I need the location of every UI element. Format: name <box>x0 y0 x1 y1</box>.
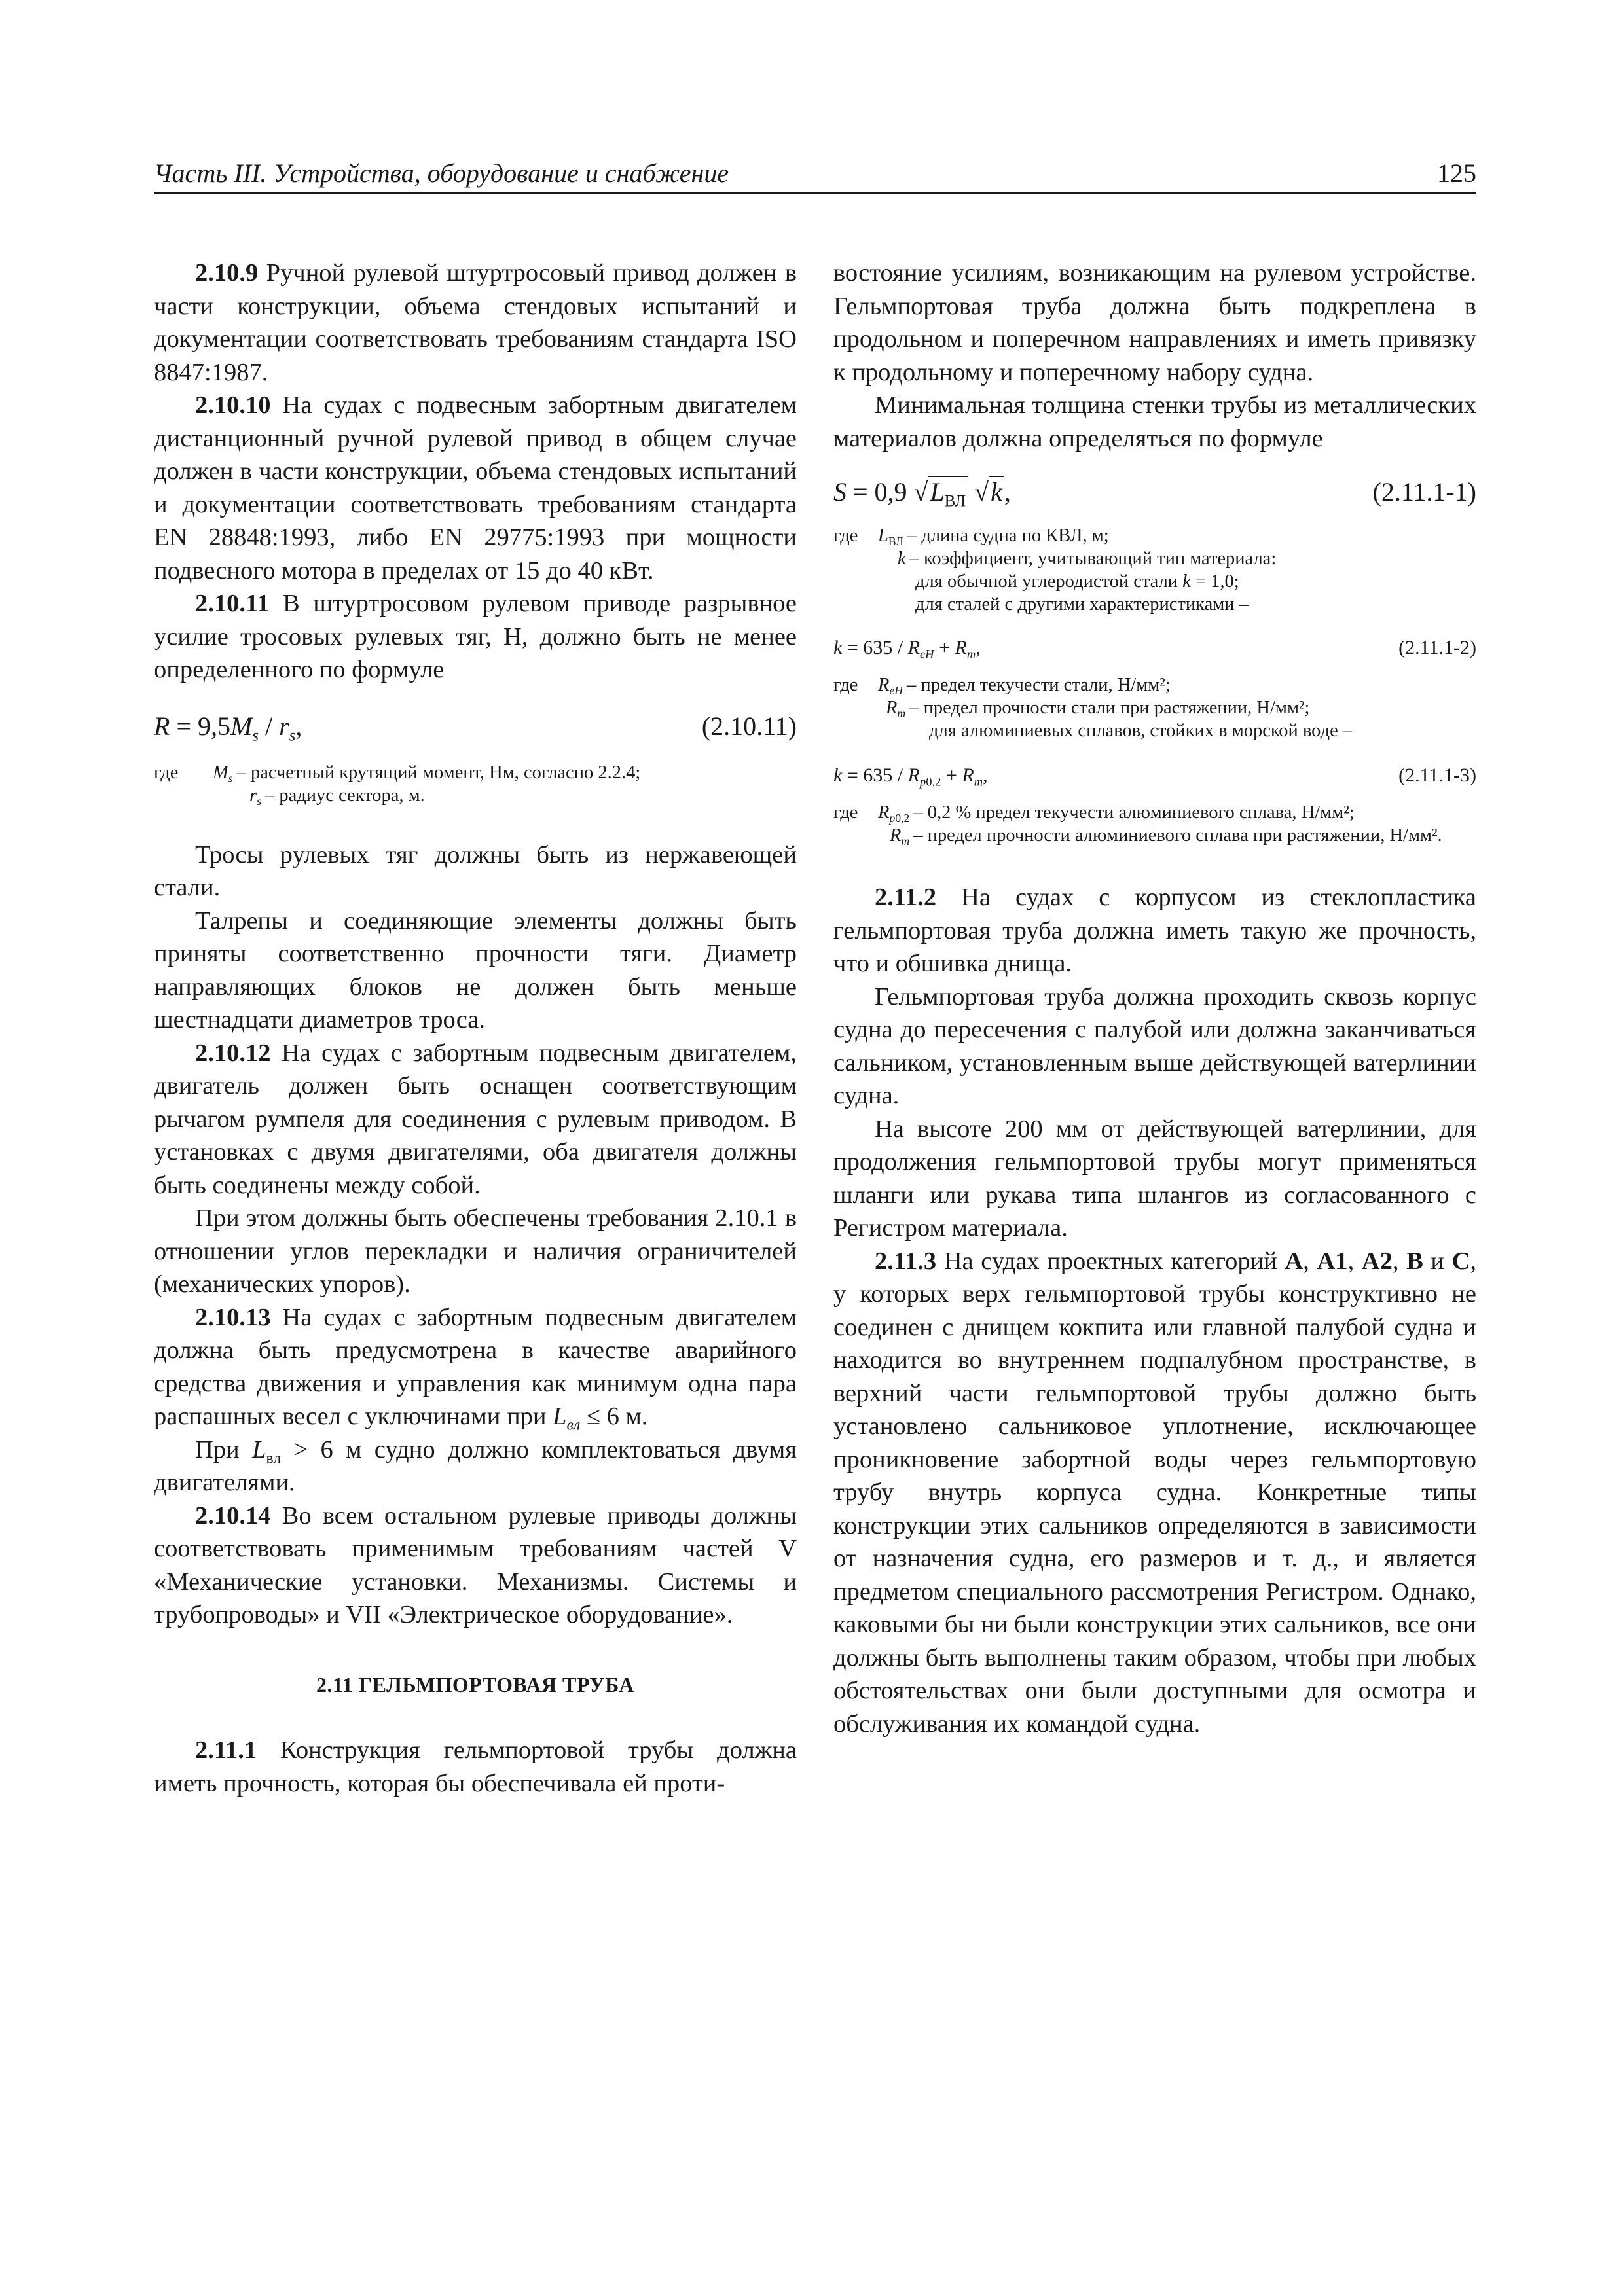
formula-expression: $R = 9,5M_s / r_s$, <box>154 711 302 745</box>
clause-number: 2.11.1 <box>195 1736 257 1764</box>
paragraph-turnbuckles: Талрепы и соединяющие элементы должны быть приняты соответственно прочности тяги. Диаметр направляющих блоков не должен быть меньше шестнадцати диаметров троса. <box>154 906 797 1033</box>
paragraph-2-11-2: 2.11.2 На судах с корпусом из стеклопластика гельмпортовая труба должна иметь такую же прочность, что и обшивка днища. <box>833 884 1476 977</box>
paragraph-ropes: Тросы рулевых тяг должны быть из нержавеющей стали. <box>154 840 797 901</box>
formula-legend: где $M_s$ – расчетный крутящий момент, Нм, согласно 2.2.4; $r_s$ – радиус сектора, м. <box>154 762 641 808</box>
paragraph-two-engines: При $L_{вл} > 6$ м судно должно комплектоваться двумя двигателями. <box>154 1435 797 1496</box>
formula-number: (2.11.1-2) <box>1398 637 1476 658</box>
formula-number: (2.11.1-1) <box>1372 477 1476 507</box>
formula-legend-1: где $L_{ВЛ}$ – длина судна по КВЛ, м; k – коэффициент, учитывающий тип материала: для обычной углеродистой стали k = 1,0; для сталей с другими характеристиками – <box>833 526 1277 615</box>
formula-number: (2.11.1-3) <box>1398 764 1476 786</box>
paragraph-2-10-11: 2.10.11 В штуртросовом рулевом приводе разрывное усилие тросовых рулевых тяг, Н, должно быть не менее определенного по формуле <box>154 590 797 683</box>
paragraph-requirements: При этом должны быть обеспечены требования 2.10.1 в отношении углов перекладки и наличия ограничителей (механических упоров). <box>154 1204 797 1298</box>
clause-number: 2.10.11 <box>195 590 270 617</box>
formula-number: (2.10.11) <box>701 711 797 741</box>
formula-2-11-1-3 <box>833 759 1476 789</box>
formula-expression: S = 0,9 $√L_{ВЛ}$ √k, <box>833 477 1011 511</box>
formula-legend-3: где $R_{p0,2}$ – 0,2 % предел текучести алюминиевого сплава, Н/мм²; $R_m$ – предел прочности алюминиевого сплава при растяжении, Н/мм². <box>833 802 1442 848</box>
formula-2-10-11 <box>154 710 797 749</box>
left-column <box>154 257 797 1800</box>
running-title: Часть III. Устройства, оборудование и снабжение <box>154 158 729 188</box>
section-heading: 2.11 ГЕЛЬМПОРТОВАЯ ТРУБА <box>316 1672 634 1696</box>
paragraph-hull-pass: Гельмпортовая труба должна проходить сквозь корпус судна до пересечения с палубой или должна заканчиваться сальником, установленным выше действующей ватерлинии судна. <box>833 982 1476 1109</box>
formula-2-11-1-2 <box>833 632 1476 662</box>
paragraph-min-thickness: Минимальная толщина стенки трубы из металлических материалов должна определяться по формуле <box>833 391 1476 452</box>
paragraph-2-11-1: 2.11.1 Конструкция гельмпортовой трубы должна иметь прочность, которая бы обеспечивала ей проти- <box>154 1736 797 1797</box>
clause-number: 2.11.2 <box>875 884 937 911</box>
paragraph-2-11-3: 2.11.3 На судах проектных категорий A, A1, A2, B и C, у которых верх гельмпортовой трубы конструктивно не соединен с днищем кокпита или главной палубой судна и находится во внутреннем подпалубном пространстве, в верхний части гельмпортовой трубы должно быть установлено сальниковое уплотнение, исключающее проникновение забортной воды через гельмпортовую трубу внутрь корпуса судна. Конкретные типы конструкции этих сальников определяются в зависимости от назначения судна, его размеров и т. д., и является предметом специального рассмотрения Регистром. Однако, каковыми бы ни были конструкции этих сальников, все они должны быть выполнены таким образом, чтобы при любых обстоятельствах они были доступными для осмотра и обслуживания их командой судна. <box>833 1247 1477 1738</box>
paragraph-hoses: На высоте 200 мм от действующей ватерлинии, для продолжения гельмпортовой трубы могут применяться шланги или рукава типа шлангов из согласованного с Регистром материала. <box>833 1115 1476 1242</box>
paragraph-2-10-12: 2.10.12 На судах с забортным подвесным двигателем, двигатель должен быть оснащен соответствующим рычагом румпеля для соединения с рулевым приводом. В установках с двумя двигателями, оба двигателя должны быть соединены между собой. <box>154 1039 797 1199</box>
paragraph-2-10-13: 2.10.13 На судах с забортным подвесным двигателем должна быть предусмотрена в качестве аварийного средства движения и управления как минимум одна пара распашных весел с уключинами при $L_{вл} \le 6$ м. <box>154 1303 797 1434</box>
clause-number: 2.11.3 <box>875 1247 937 1275</box>
formula-expression: $k = 635 / R_{p0,2} + R_m$, <box>833 764 988 789</box>
paragraph-2-10-14: 2.10.14 Во всем остальном рулевые приводы должны соответствовать применимым требованиям частей V «Механические установки. Механизмы. Системы и трубопроводы» и VII «Электрическое оборудование». <box>154 1501 797 1628</box>
formula-legend-2: где $R_{eH}$ – предел текучести стали, Н/мм²; $R_m$ – предел прочности стали при растяжении, Н/мм²; для алюминиевых сплавов, стойких в морской воде – <box>833 675 1353 741</box>
page-header <box>154 156 1476 194</box>
clause-number: 2.10.10 <box>195 391 271 419</box>
clause-number: 2.10.12 <box>195 1039 271 1067</box>
formula-expression: $k = 635 / R_{eH} + R_m$, <box>833 637 981 662</box>
paragraph-continuation: востояние усилиям, возникающим на рулевом устройстве. Гельмпортовая труба должна быть подкреплена в продольном и поперечном направлениях и иметь привязку к продольному и поперечному набору судна. <box>833 259 1476 386</box>
paragraph-2-10-10: 2.10.10 На судах с подвесным забортным двигателем дистанционный ручной рулевой привод в общем случае должен в части конструкции, объема стендовых испытаний и документации соответствовать требованиям стандарта EN 28848:1993, либо EN 29775:1993 при мощности подвесного мотора в пределах от 15 до 40 кВт. <box>154 391 797 584</box>
clause-number: 2.10.14 <box>195 1501 271 1530</box>
page-number: 125 <box>1437 158 1476 188</box>
paragraph-2-10-9: 2.10.9 Ручной рулевой штуртросовый привод должен в части конструкции, объема стендовых испытаний и документации соответствовать требованиям стандарта ISO 8847:1987. <box>154 259 797 386</box>
formula-2-11-1-1 <box>833 476 1476 515</box>
clause-number: 2.10.13 <box>195 1303 271 1331</box>
right-column <box>833 257 1476 1740</box>
clause-number: 2.10.9 <box>195 259 259 287</box>
